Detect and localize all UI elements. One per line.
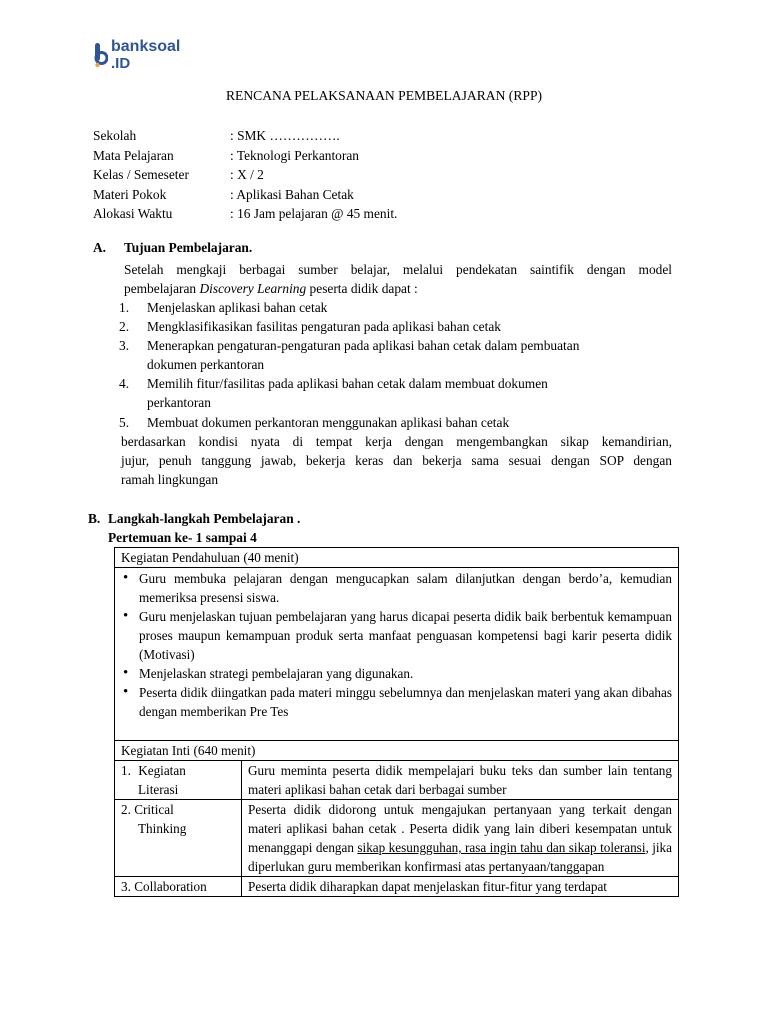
learning-steps-table xyxy=(114,547,679,897)
identity-block xyxy=(93,126,397,224)
identity-row xyxy=(93,204,397,224)
objective-text: Membuat dokumen perkantoran menggunakan aplikasi bahan cetak xyxy=(147,415,510,430)
identity-label: Kelas / Semeseter xyxy=(93,167,189,182)
objective-text-continued: dokumen perkantoran xyxy=(147,357,265,372)
objective-number: 4. xyxy=(119,376,130,391)
objective-number: 3. xyxy=(119,338,130,353)
document-title: RENCANA PELAKSANAAN PEMBELAJARAN (RPP) xyxy=(225,88,543,103)
identity-value: : Teknologi Perkantoran xyxy=(230,147,359,163)
activity-number: 3. xyxy=(121,879,131,894)
activity-label-cell xyxy=(115,800,242,877)
pendahuluan-header: Kegiatan Pendahuluan (40 menit) xyxy=(115,548,679,568)
activity-number: 1. xyxy=(121,763,131,778)
activity-description xyxy=(242,800,679,877)
activity-description: Guru meminta peserta didik mempelajari buku teks dan sumber lain tentang materi aplikasi bahan cetak dari berbagai sumber xyxy=(242,761,679,800)
inti-header: Kegiatan Inti (640 menit) xyxy=(115,741,679,761)
identity-label: Materi Pokok xyxy=(93,186,167,202)
activity-description: Peserta didik diharapkan dapat menjelaskan fitur-fitur yang terdapat xyxy=(242,877,679,897)
list-item: • Guru menjelaskan tujuan pembelajaran yang harus dicapai peserta didik baik berbentuk kemampuan proses maupun kemampuan produk serta manfaat penguasan kompetensi bagi karir peserta didik (Motivasi) xyxy=(139,607,672,664)
section-a-closing-line2: jujur, penuh tanggung jawab, bekerja keras dan bekerja sama sesuai dengan SOP dengan xyxy=(121,453,672,468)
list-item: • Peserta didik diingatkan pada materi minggu sebelumnya dan menjelaskan materi yang akan dibahas dengan memberikan Pre Tes xyxy=(139,683,672,721)
activity-number: 2. xyxy=(121,802,131,817)
identity-row xyxy=(93,165,397,185)
identity-row xyxy=(93,126,397,146)
intro-text: peserta didik dapat : xyxy=(306,281,418,296)
logo-wordmark xyxy=(111,38,180,72)
pendahuluan-list xyxy=(121,569,672,721)
objective-text: Menerapkan pengaturan-pengaturan pada aplikasi bahan cetak dalam pembuatan xyxy=(147,338,580,353)
section-a-intro-line1: Setelah mengkaji berbagai sumber belajar, melalui pendekatan saintifik dengan model xyxy=(124,262,672,277)
desc-text: , jika diperlukan guru memberikan konfirmasi atas pertanyaan/tanggapan xyxy=(248,840,672,874)
banksoal-logo xyxy=(94,38,214,72)
activity-label-continued: Literasi xyxy=(138,782,179,797)
activity-label-cell xyxy=(115,761,242,800)
section-b-marker: B. xyxy=(88,511,101,526)
objective-number: 1. xyxy=(119,300,130,315)
pendahuluan-content xyxy=(115,568,679,741)
identity-value: : X / 2 xyxy=(230,167,264,182)
activity-label-cell xyxy=(115,877,242,897)
table-row xyxy=(115,761,679,800)
activity-label-continued: Thinking xyxy=(138,821,187,836)
list-item: • Guru membuka pelajaran dengan mengucapkan salam dilanjutkan dengan berdo’a, kemudian memeriksa presensi siswa. xyxy=(139,569,672,607)
identity-value: : SMK ……………. xyxy=(230,128,340,143)
identity-label: Mata Pelajaran xyxy=(93,147,174,163)
section-a-heading: Tujuan Pembelajaran. xyxy=(124,240,253,255)
table-row xyxy=(115,568,679,741)
objective-number: 5. xyxy=(119,415,130,430)
activity-label: Critical xyxy=(134,802,174,817)
objective-text-continued: perkantoran xyxy=(147,395,211,410)
section-a-marker: A. xyxy=(93,240,107,255)
objective-number: 2. xyxy=(119,319,130,334)
section-a-closing-line3: ramah lingkungan xyxy=(121,472,219,487)
meeting-label: Pertemuan ke- 1 sampai 4 xyxy=(108,530,257,545)
section-b-heading: Langkah-langkah Pembelajaran . xyxy=(108,511,301,526)
section-a-closing-line1: berdasarkan kondisi nyata di tempat kerja dengan mengembangkan sikap kemandirian, xyxy=(121,434,672,449)
identity-row xyxy=(93,146,397,166)
table-row xyxy=(115,741,679,761)
objective-text: Memilih fitur/fasilitas pada aplikasi bahan cetak dalam membuat dokumen xyxy=(147,376,548,391)
identity-label: Alokasi Waktu xyxy=(93,206,173,221)
objective-text: Mengklasifikasikan fasilitas pengaturan pada aplikasi bahan cetak xyxy=(147,319,501,334)
section-a-intro-line2 xyxy=(124,279,418,298)
intro-text: pembelajaran xyxy=(124,281,200,296)
identity-label: Sekolah xyxy=(93,128,137,143)
table-row xyxy=(115,877,679,897)
desc-underlined-text: sikap kesungguhan, rasa ingin tahu dan sikap toleransi xyxy=(357,840,646,855)
identity-value: : Aplikasi Bahan Cetak xyxy=(230,186,354,202)
list-item: • Menjelaskan strategi pembelajaran yang digunakan. xyxy=(139,664,672,683)
objective-text: Menjelaskan aplikasi bahan cetak xyxy=(147,300,328,315)
identity-row xyxy=(93,185,397,205)
identity-value: : 16 Jam pelajaran @ 45 menit. xyxy=(230,206,398,221)
table-row xyxy=(115,800,679,877)
model-name: Discovery Learning xyxy=(199,281,307,296)
logo-domain: .ID xyxy=(111,55,131,72)
activity-label: Kegiatan xyxy=(138,763,186,778)
logo-mark-icon xyxy=(94,40,108,68)
activity-label: Collaboration xyxy=(134,879,207,894)
table-row xyxy=(115,548,679,568)
desc-text: Peserta didik didorong untuk mengajukan pertanyaan yang terkait dengan materi aplikasi bahan cetak . Peserta didik yang lain diberi kesempatan untuk menanggapi dengan xyxy=(248,802,672,855)
logo-name: banksoal xyxy=(111,38,181,55)
